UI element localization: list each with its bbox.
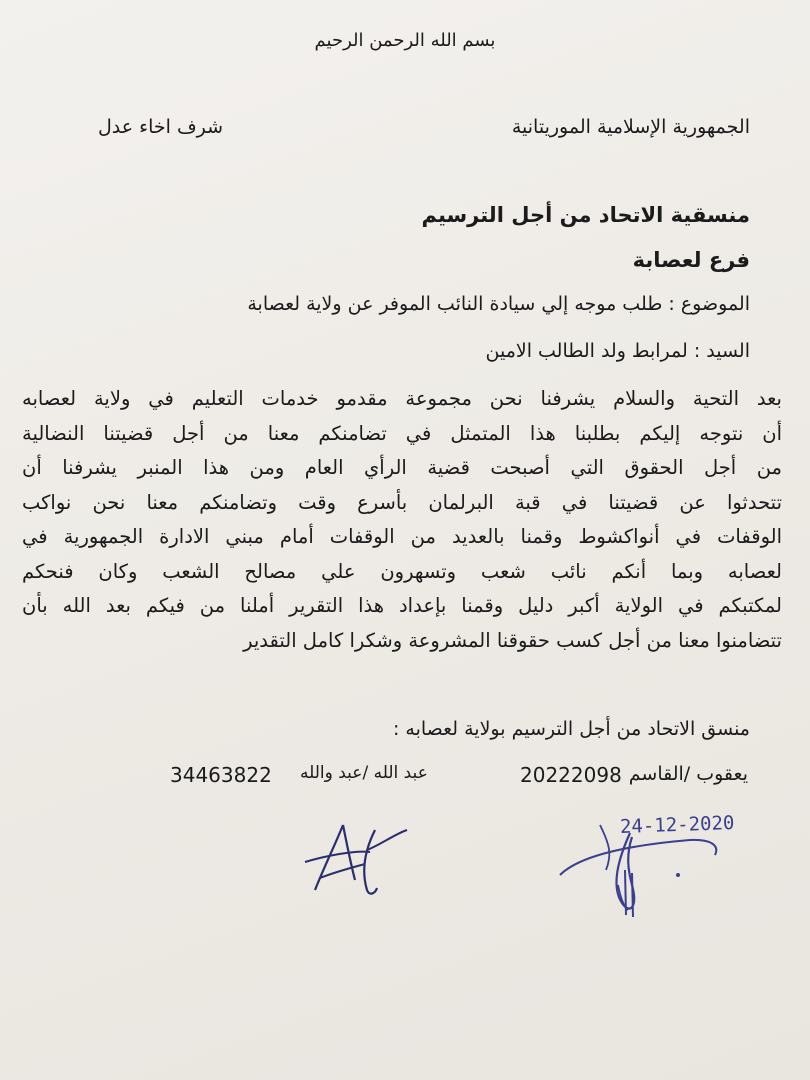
national-motto: شرف اخاء عدل — [98, 116, 224, 138]
signatory-2-number: 34463822 — [170, 763, 272, 787]
letter-subject: الموضوع : طلب موجه إلي سيادة النائب الموفر عن ولاية لعصابة — [247, 293, 750, 315]
letter-recipient: السيد : لمرابط ولد الطالب الامين — [485, 340, 750, 362]
organization-name: منسقية الاتحاد من أجل الترسيم — [421, 203, 750, 227]
signature-date: 24-12-2020 — [619, 812, 735, 838]
branch-name: فرع لعصابة — [632, 248, 750, 272]
body-line: تتحدثوا عن قضيتنا في قبة البرلمان بأسرع وقت وتضامنكم معنا نحن نواكب — [22, 490, 782, 514]
signature-1-image — [540, 815, 780, 925]
signatory-2-name: عبد الله /عبد والله — [300, 763, 428, 783]
body-line: لمكتبكم في الولاية أكبر دليل وقمنا بإعداد هذا التقرير أملنا من فيكم بعد الله بأن — [22, 594, 782, 617]
signature-2-image — [295, 820, 420, 900]
country-name: الجمهورية الإسلامية الموريتانية — [511, 116, 750, 138]
body-line: لعصابه وبما أنكم نائب شعب وتسهرون علي مصالح الشعب وكان فنحكم — [22, 559, 782, 583]
body-line: بعد التحية والسلام يشرفنا نحن مجموعة مقدمو خدمات التعليم في ولاية لعصابه — [22, 387, 782, 410]
letter-body — [22, 382, 782, 658]
body-line: أن نتوجه إليكم بطلبنا هذا المتمثل في تضامنكم معنا من أجل قضيتنا النضالية — [22, 421, 782, 445]
body-line: تتضامنوا معنا من أجل كسب حقوقنا المشروعة وشكرا كامل التقدير — [243, 628, 782, 652]
coordinator-line: منسق الاتحاد من أجل الترسيم بولاية لعصابه : — [392, 718, 750, 740]
body-line: الوقفات في أنواكشوط وقمنا بالعديد من الوقفات أمام مبني الادارة الجمهورية في — [22, 525, 782, 548]
signatory-1-number: 20222098 — [520, 763, 622, 787]
signatory-1-name: يعقوب /القاسم — [628, 763, 748, 785]
basmala: بسم الله الرحمن الرحيم — [314, 30, 496, 51]
body-line: من أجل الحقوق التي أصبحت قضية الرأي العام ومن هذا المنبر يشرفنا أن — [22, 456, 782, 479]
